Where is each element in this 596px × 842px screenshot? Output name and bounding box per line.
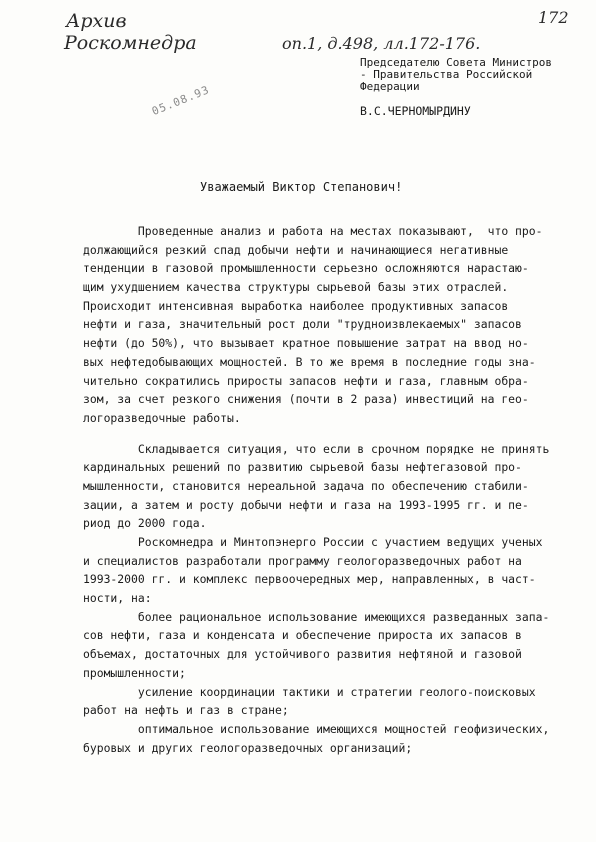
handwritten-page-number: 172 xyxy=(538,8,569,27)
text-line: нефти и газа, значительный рост доли "трудноизвлекаемых" запасов xyxy=(83,317,522,332)
text-line: Складывается ситуация, что если в срочном порядке не принять xyxy=(83,441,550,456)
text-line: Происходит интенсивная выработка наиболее продуктивных запасов xyxy=(83,298,509,313)
text-line: сов нефти, газа и конденсата и обеспечение прироста их запасов в xyxy=(83,628,522,643)
text-line: щим ухудшением качества структуры сырьевой базы этих отраслей. xyxy=(83,280,509,295)
paragraph xyxy=(83,683,587,720)
text-line: тенденции в газовой промышленности серьезно осложняются нарастаю- xyxy=(83,261,529,276)
text-line: объемах, достаточных для устойчивого развития нефтяной и газовой xyxy=(83,647,522,662)
text-line: должающийся резкий спад добычи нефти и начинающиеся негативные xyxy=(83,242,509,257)
text-line: нефти (до 50%), что вызывает кратное повышение затрат на ввод но- xyxy=(83,336,529,351)
text-line: 1993-2000 гг. и комплекс первоочередных мер, направленных, в част- xyxy=(83,572,536,587)
paragraph xyxy=(83,608,587,683)
salutation: Уважаемый Виктор Степанович! xyxy=(200,180,403,194)
text-line: и специалистов разработали программу геологоразведочных работ на xyxy=(83,553,522,568)
text-line: мышленности, становится нереальной задача по обеспечению стабили- xyxy=(83,478,529,493)
addressee-block xyxy=(360,57,590,117)
text-line: зом, за счет резкого снижения (почти в 2 раза) инвестиций на гео- xyxy=(83,392,529,407)
handwritten-archive-agency: Роскомнедра xyxy=(64,32,197,54)
paragraph xyxy=(83,222,587,428)
text-line: работ на нефть и газ в стране; xyxy=(83,703,289,718)
text-line: буровых и других геологоразведочных организаций; xyxy=(83,740,413,755)
text-line: чительно сократились приросты запасов нефти и газа, главным обра- xyxy=(83,373,529,388)
text-line: Роскомнедра и Минтопэнерго России с участием ведущих ученых xyxy=(83,535,543,549)
text-line: зации, а затем и росту добычи нефти и газа на 1993-1995 гг. и пе- xyxy=(83,497,529,512)
handwritten-archive-reference: оп.1, д.498, лл.172-176. xyxy=(282,34,481,53)
paragraph-gap xyxy=(83,428,587,440)
letter-body xyxy=(83,222,587,757)
paragraph xyxy=(83,720,587,757)
text-line: более рациональное использование имеющихся разведанных запа- xyxy=(83,609,550,624)
text-line: Проведенные анализ и работа на местах показывают, что про- xyxy=(83,224,543,238)
text-line: оптимальное использование имеющихся мощностей геофизических, xyxy=(83,721,550,736)
text-line: промышленности; xyxy=(83,665,186,680)
text-line: вых нефтедобывающих мощностей. В то же время в последние годы зна- xyxy=(83,354,536,369)
addressee-line: - Правительства Российской xyxy=(360,68,533,81)
text-line: ности, на: xyxy=(83,591,152,606)
text-line: кардинальных решений по развитию сырьевой базы нефтегазовой про- xyxy=(83,460,522,475)
addressee-name: В.С.ЧЕРНОМЫРДИНУ xyxy=(360,104,471,118)
text-line: усиление координации тактики и стратегии геолого-поисковых xyxy=(83,684,536,699)
text-line: риод до 2000 года. xyxy=(83,516,207,531)
text-line: логоразведочные работы. xyxy=(83,410,241,425)
addressee-line: Федерации xyxy=(360,80,420,93)
date-stamp: 05.08.93 xyxy=(150,83,212,119)
handwritten-archive-label: Архив xyxy=(66,10,127,32)
paragraph xyxy=(83,440,587,533)
addressee-line: Председателю Совета Министров xyxy=(360,56,553,69)
paragraph xyxy=(83,533,587,608)
